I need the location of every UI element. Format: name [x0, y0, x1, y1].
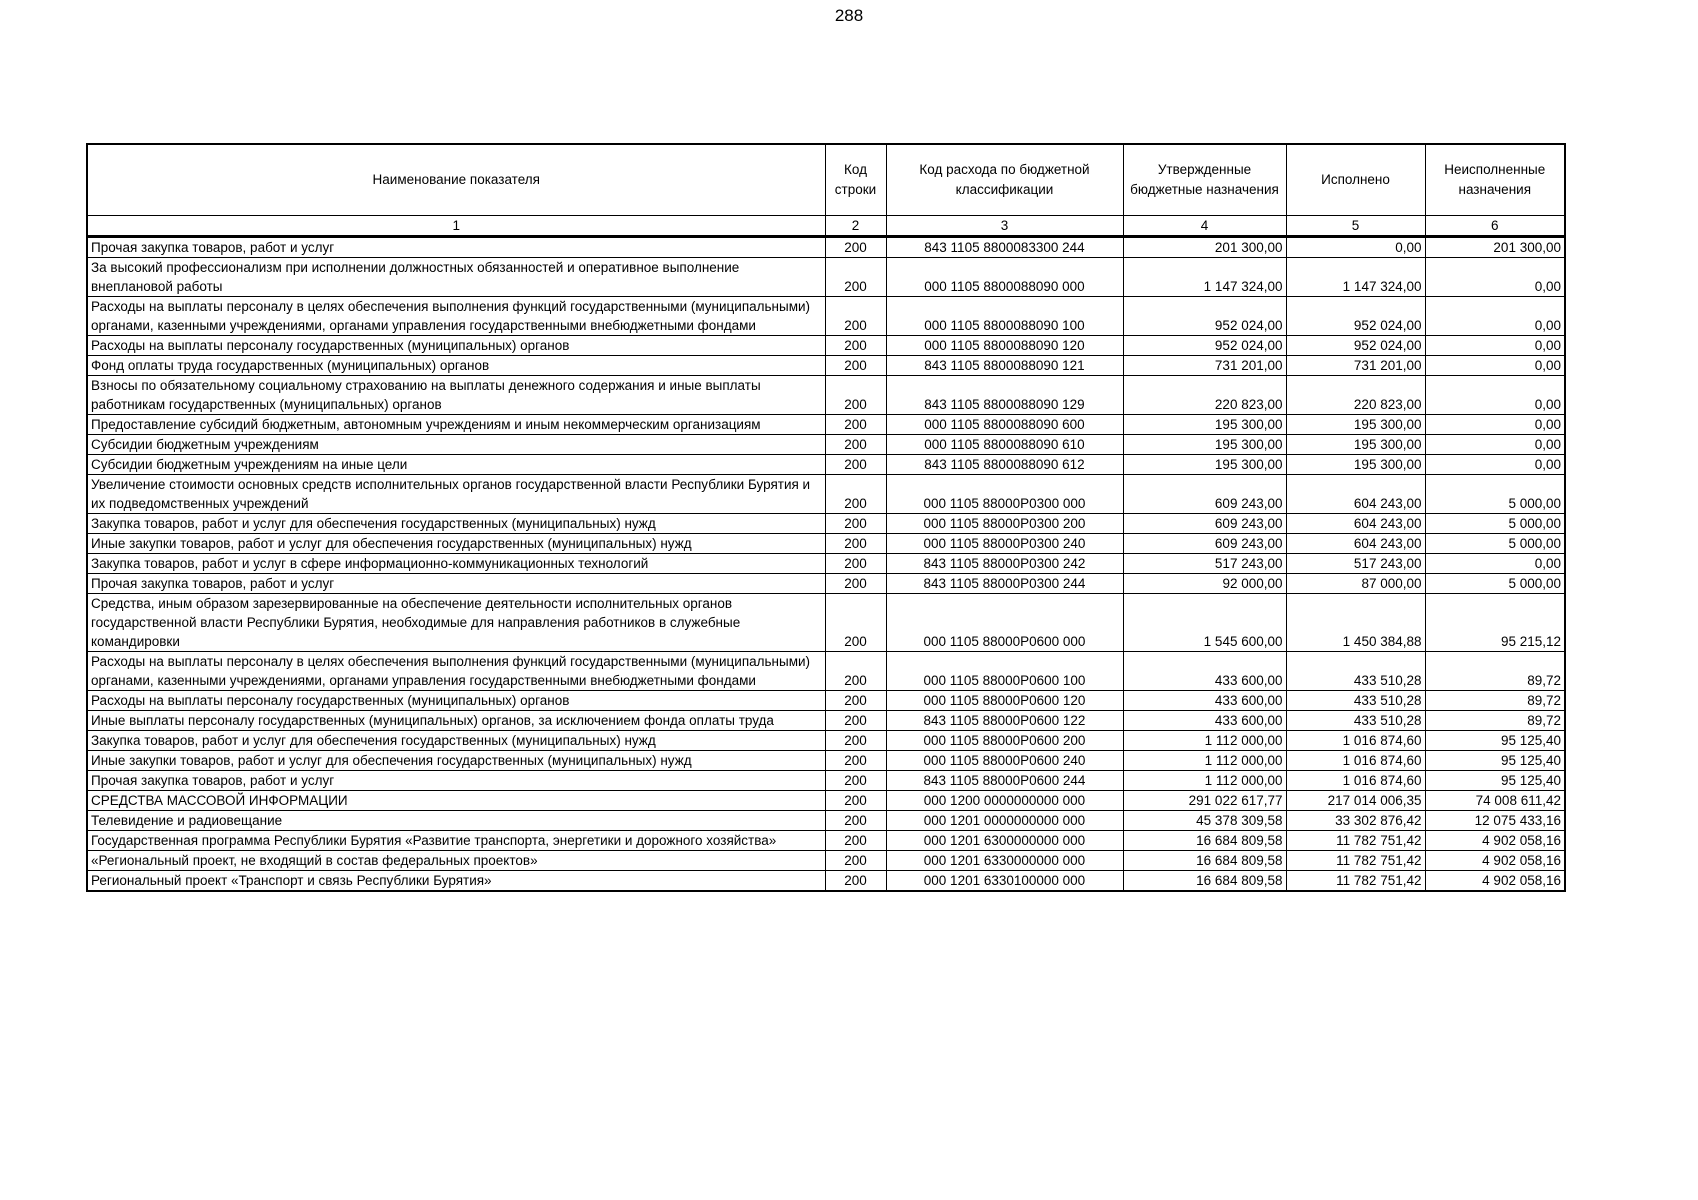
header-approved: Утвержденные бюджетные назначения	[1123, 144, 1286, 216]
row-name: Региональный проект «Транспорт и связь Республики Бурятия»	[87, 871, 825, 892]
column-number: 6	[1425, 216, 1565, 237]
table-row	[87, 751, 1565, 771]
table-row	[87, 691, 1565, 711]
row-budget-code: 000 1105 88000P0300 240	[886, 534, 1123, 554]
table-row	[87, 851, 1565, 871]
row-line-code: 200	[825, 554, 886, 574]
row-name: Прочая закупка товаров, работ и услуг	[87, 771, 825, 791]
row-budget-code: 843 1105 8800088090 129	[886, 376, 1123, 415]
row-approved: 220 823,00	[1123, 376, 1286, 415]
row-line-code: 200	[825, 574, 886, 594]
row-approved: 433 600,00	[1123, 652, 1286, 691]
row-line-code: 200	[825, 237, 886, 258]
row-approved: 952 024,00	[1123, 336, 1286, 356]
table-row	[87, 258, 1565, 297]
row-executed: 604 243,00	[1286, 534, 1425, 554]
row-unexecuted: 0,00	[1425, 376, 1565, 415]
row-approved: 195 300,00	[1123, 435, 1286, 455]
row-budget-code: 000 1105 88000P0600 200	[886, 731, 1123, 751]
header-unexecuted: Неисполненные назначения	[1425, 144, 1565, 216]
table-row	[87, 336, 1565, 356]
table-body	[87, 237, 1565, 892]
row-unexecuted: 4 902 058,16	[1425, 831, 1565, 851]
row-line-code: 200	[825, 791, 886, 811]
row-line-code: 200	[825, 811, 886, 831]
row-executed: 1 450 384,88	[1286, 594, 1425, 652]
row-executed: 217 014 006,35	[1286, 791, 1425, 811]
header-executed: Исполнено	[1286, 144, 1425, 216]
row-approved: 433 600,00	[1123, 711, 1286, 731]
row-name: Закупка товаров, работ и услуг для обеспечения государственных (муниципальных) нужд	[87, 731, 825, 751]
row-name: Увеличение стоимости основных средств исполнительных органов государственной власти Республики Бурятия и их подведомственных учреждений	[87, 475, 825, 514]
row-line-code: 200	[825, 711, 886, 731]
row-unexecuted: 95 125,40	[1425, 731, 1565, 751]
table-row	[87, 771, 1565, 791]
row-unexecuted: 0,00	[1425, 415, 1565, 435]
row-executed: 11 782 751,42	[1286, 851, 1425, 871]
table-header	[87, 144, 1565, 237]
column-number: 3	[886, 216, 1123, 237]
row-budget-code: 000 1201 0000000000 000	[886, 811, 1123, 831]
row-executed: 517 243,00	[1286, 554, 1425, 574]
row-budget-code: 000 1105 8800088090 610	[886, 435, 1123, 455]
row-budget-code: 000 1105 8800088090 120	[886, 336, 1123, 356]
row-executed: 195 300,00	[1286, 455, 1425, 475]
row-budget-code: 843 1105 8800088090 612	[886, 455, 1123, 475]
row-approved: 1 112 000,00	[1123, 751, 1286, 771]
row-budget-code: 000 1105 88000P0600 000	[886, 594, 1123, 652]
header-budget-code: Код расхода по бюджетной классификации	[886, 144, 1123, 216]
table-row	[87, 534, 1565, 554]
row-approved: 1 112 000,00	[1123, 771, 1286, 791]
row-line-code: 200	[825, 851, 886, 871]
row-line-code: 200	[825, 652, 886, 691]
table-row	[87, 711, 1565, 731]
row-line-code: 200	[825, 297, 886, 336]
row-line-code: 200	[825, 534, 886, 554]
row-executed: 433 510,28	[1286, 652, 1425, 691]
row-unexecuted: 0,00	[1425, 455, 1565, 475]
row-budget-code: 000 1201 6300000000 000	[886, 831, 1123, 851]
table-row	[87, 574, 1565, 594]
row-line-code: 200	[825, 751, 886, 771]
row-line-code: 200	[825, 475, 886, 514]
row-unexecuted: 89,72	[1425, 691, 1565, 711]
row-name: Прочая закупка товаров, работ и услуг	[87, 574, 825, 594]
row-approved: 195 300,00	[1123, 415, 1286, 435]
row-name: За высокий профессионализм при исполнении должностных обязанностей и оперативное выполнение внеплановой работы	[87, 258, 825, 297]
row-line-code: 200	[825, 514, 886, 534]
row-name: Государственная программа Республики Бурятия «Развитие транспорта, энергетики и дорожного хозяйства»	[87, 831, 825, 851]
row-name: Расходы на выплаты персоналу государственных (муниципальных) органов	[87, 336, 825, 356]
row-budget-code: 843 1105 8800088090 121	[886, 356, 1123, 376]
table-row	[87, 475, 1565, 514]
row-unexecuted: 0,00	[1425, 356, 1565, 376]
row-name: Субсидии бюджетным учреждениям на иные цели	[87, 455, 825, 475]
row-unexecuted: 12 075 433,16	[1425, 811, 1565, 831]
row-unexecuted: 0,00	[1425, 554, 1565, 574]
row-approved: 1 112 000,00	[1123, 731, 1286, 751]
row-approved: 952 024,00	[1123, 297, 1286, 336]
row-approved: 291 022 617,77	[1123, 791, 1286, 811]
row-budget-code: 000 1201 6330100000 000	[886, 871, 1123, 892]
row-line-code: 200	[825, 415, 886, 435]
row-budget-code: 000 1105 8800088090 000	[886, 258, 1123, 297]
row-budget-code: 000 1105 88000P0300 000	[886, 475, 1123, 514]
row-name: Субсидии бюджетным учреждениям	[87, 435, 825, 455]
row-executed: 1 016 874,60	[1286, 731, 1425, 751]
row-unexecuted: 95 125,40	[1425, 751, 1565, 771]
row-approved: 1 147 324,00	[1123, 258, 1286, 297]
row-approved: 195 300,00	[1123, 455, 1286, 475]
row-executed: 220 823,00	[1286, 376, 1425, 415]
row-approved: 609 243,00	[1123, 475, 1286, 514]
table-row	[87, 356, 1565, 376]
row-name: Закупка товаров, работ и услуг для обеспечения государственных (муниципальных) нужд	[87, 514, 825, 534]
table-row	[87, 554, 1565, 574]
row-approved: 1 545 600,00	[1123, 594, 1286, 652]
row-executed: 33 302 876,42	[1286, 811, 1425, 831]
row-approved: 433 600,00	[1123, 691, 1286, 711]
row-unexecuted: 0,00	[1425, 435, 1565, 455]
row-name: Иные закупки товаров, работ и услуг для обеспечения государственных (муниципальных) нужд	[87, 751, 825, 771]
row-name: Иные выплаты персоналу государственных (муниципальных) органов, за исключением фонда оплаты труда	[87, 711, 825, 731]
table-row	[87, 831, 1565, 851]
row-name: Прочая закупка товаров, работ и услуг	[87, 237, 825, 258]
row-budget-code: 000 1105 88000P0600 100	[886, 652, 1123, 691]
row-name: Фонд оплаты труда государственных (муниципальных) органов	[87, 356, 825, 376]
table-row	[87, 652, 1565, 691]
page-number: 288	[834, 6, 864, 25]
row-name: Средства, иным образом зарезервированные на обеспечение деятельности исполнительных органов государственной власти Республики Бурятия, необходимые для направления работников в служебные командировки	[87, 594, 825, 652]
row-unexecuted: 89,72	[1425, 652, 1565, 691]
table-row	[87, 435, 1565, 455]
row-line-code: 200	[825, 731, 886, 751]
table-row	[87, 455, 1565, 475]
row-unexecuted: 74 008 611,42	[1425, 791, 1565, 811]
row-name: СРЕДСТВА МАССОВОЙ ИНФОРМАЦИИ	[87, 791, 825, 811]
row-line-code: 200	[825, 336, 886, 356]
row-executed: 1 016 874,60	[1286, 751, 1425, 771]
row-line-code: 200	[825, 871, 886, 892]
row-budget-code: 000 1201 6330000000 000	[886, 851, 1123, 871]
row-budget-code: 843 1105 88000P0300 244	[886, 574, 1123, 594]
row-executed: 87 000,00	[1286, 574, 1425, 594]
row-name: Расходы на выплаты персоналу в целях обеспечения выполнения функций государственными (муниципальными) органами, казенными учреждениями, органами управления государственными внебюджетными фондами	[87, 297, 825, 336]
row-unexecuted: 89,72	[1425, 711, 1565, 731]
row-approved: 16 684 809,58	[1123, 831, 1286, 851]
row-executed: 731 201,00	[1286, 356, 1425, 376]
row-budget-code: 000 1105 88000P0600 240	[886, 751, 1123, 771]
row-budget-code: 843 1105 88000P0300 242	[886, 554, 1123, 574]
row-name: Телевидение и радиовещание	[87, 811, 825, 831]
table-row	[87, 811, 1565, 831]
row-unexecuted: 0,00	[1425, 297, 1565, 336]
row-line-code: 200	[825, 435, 886, 455]
column-number: 4	[1123, 216, 1286, 237]
row-budget-code: 843 1105 8800083300 244	[886, 237, 1123, 258]
row-approved: 731 201,00	[1123, 356, 1286, 376]
row-budget-code: 000 1105 8800088090 100	[886, 297, 1123, 336]
row-approved: 609 243,00	[1123, 534, 1286, 554]
row-line-code: 200	[825, 376, 886, 415]
row-line-code: 200	[825, 356, 886, 376]
row-budget-code: 000 1105 88000P0600 120	[886, 691, 1123, 711]
row-budget-code: 000 1105 8800088090 600	[886, 415, 1123, 435]
row-name: Предоставление субсидий бюджетным, автономным учреждениям и иным некоммерческим организациям	[87, 415, 825, 435]
row-executed: 952 024,00	[1286, 297, 1425, 336]
row-executed: 195 300,00	[1286, 435, 1425, 455]
row-executed: 0,00	[1286, 237, 1425, 258]
row-name: Иные закупки товаров, работ и услуг для обеспечения государственных (муниципальных) нужд	[87, 534, 825, 554]
row-unexecuted: 5 000,00	[1425, 475, 1565, 514]
table-row	[87, 514, 1565, 534]
header-line-code: Код строки	[825, 144, 886, 216]
row-budget-code: 000 1105 88000P0300 200	[886, 514, 1123, 534]
row-executed: 604 243,00	[1286, 475, 1425, 514]
row-unexecuted: 95 215,12	[1425, 594, 1565, 652]
row-unexecuted: 0,00	[1425, 258, 1565, 297]
row-line-code: 200	[825, 455, 886, 475]
table-row	[87, 871, 1565, 892]
row-unexecuted: 0,00	[1425, 336, 1565, 356]
row-executed: 604 243,00	[1286, 514, 1425, 534]
row-executed: 11 782 751,42	[1286, 871, 1425, 892]
row-budget-code: 843 1105 88000P0600 122	[886, 711, 1123, 731]
row-unexecuted: 5 000,00	[1425, 534, 1565, 554]
row-line-code: 200	[825, 771, 886, 791]
row-executed: 195 300,00	[1286, 415, 1425, 435]
row-executed: 11 782 751,42	[1286, 831, 1425, 851]
table-row	[87, 731, 1565, 751]
row-approved: 45 378 309,58	[1123, 811, 1286, 831]
row-budget-code: 843 1105 88000P0600 244	[886, 771, 1123, 791]
row-executed: 1 147 324,00	[1286, 258, 1425, 297]
row-budget-code: 000 1200 0000000000 000	[886, 791, 1123, 811]
row-approved: 609 243,00	[1123, 514, 1286, 534]
row-unexecuted: 4 902 058,16	[1425, 851, 1565, 871]
column-number: 2	[825, 216, 886, 237]
row-unexecuted: 5 000,00	[1425, 574, 1565, 594]
row-approved: 92 000,00	[1123, 574, 1286, 594]
row-unexecuted: 95 125,40	[1425, 771, 1565, 791]
table-row	[87, 594, 1565, 652]
row-unexecuted: 5 000,00	[1425, 514, 1565, 534]
row-line-code: 200	[825, 258, 886, 297]
row-executed: 952 024,00	[1286, 336, 1425, 356]
row-approved: 201 300,00	[1123, 237, 1286, 258]
row-executed: 1 016 874,60	[1286, 771, 1425, 791]
table-row	[87, 791, 1565, 811]
table-row	[87, 415, 1565, 435]
row-unexecuted: 4 902 058,16	[1425, 871, 1565, 892]
row-line-code: 200	[825, 691, 886, 711]
row-executed: 433 510,28	[1286, 691, 1425, 711]
row-name: «Региональный проект, не входящий в состав федеральных проектов»	[87, 851, 825, 871]
budget-execution-table	[86, 143, 1566, 892]
row-line-code: 200	[825, 831, 886, 851]
header-name: Наименование показателя	[87, 144, 825, 216]
row-name: Взносы по обязательному социальному страхованию на выплаты денежного содержания и иные выплаты работникам государственных (муниципальных) органов	[87, 376, 825, 415]
row-approved: 16 684 809,58	[1123, 871, 1286, 892]
row-line-code: 200	[825, 594, 886, 652]
table-row	[87, 237, 1565, 258]
row-name: Расходы на выплаты персоналу государственных (муниципальных) органов	[87, 691, 825, 711]
row-executed: 433 510,28	[1286, 711, 1425, 731]
row-approved: 16 684 809,58	[1123, 851, 1286, 871]
row-unexecuted: 201 300,00	[1425, 237, 1565, 258]
column-number: 1	[87, 216, 825, 237]
column-number: 5	[1286, 216, 1425, 237]
row-name: Закупка товаров, работ и услуг в сфере информационно-коммуникационных технологий	[87, 554, 825, 574]
row-approved: 517 243,00	[1123, 554, 1286, 574]
table-row	[87, 376, 1565, 415]
table-row	[87, 297, 1565, 336]
row-name: Расходы на выплаты персоналу в целях обеспечения выполнения функций государственными (муниципальными) органами, казенными учреждениями, органами управления государственными внебюджетными фондами	[87, 652, 825, 691]
